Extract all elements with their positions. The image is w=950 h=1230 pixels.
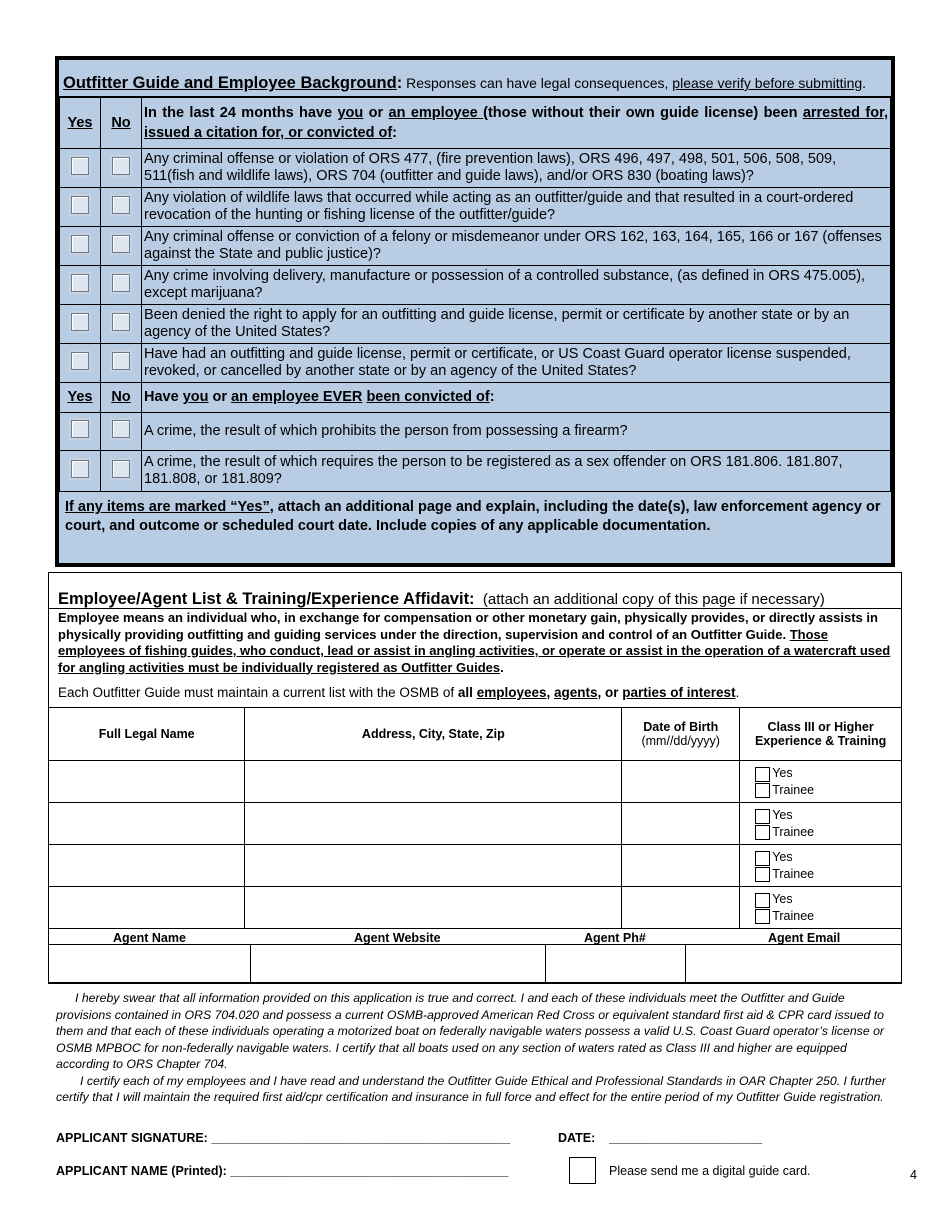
question-row — [60, 413, 891, 451]
yes-checkbox[interactable] — [755, 809, 770, 824]
yes-checkbox[interactable] — [755, 893, 770, 908]
background-title-row — [59, 60, 891, 97]
printed-name-label: APPLICANT NAME (Printed): — [56, 1164, 227, 1178]
no-checkbox[interactable] — [112, 235, 130, 253]
yes-checkbox[interactable] — [71, 352, 89, 370]
background-questions-table — [59, 97, 891, 492]
yes-checkbox[interactable] — [71, 157, 89, 175]
question-row — [60, 266, 891, 305]
digital-card-checkbox[interactable] — [569, 1157, 596, 1184]
class-cell: Yes Trainee — [740, 887, 902, 929]
name-cell[interactable] — [49, 803, 245, 845]
title-colon: : — [396, 74, 403, 92]
declaration-paragraph-2: I certify each of my employees and I have read and understand the Outfitter Guide Ethical and Professional Standards in OAR Chapter 250. I further certify that I will maintain the required first aid/cpr certification and insurance in full force and effect for the entire period of my Outfitter Guide registration. — [56, 1073, 886, 1104]
yes-header: Yes — [60, 98, 101, 149]
col-full-name: Full Legal Name — [49, 708, 245, 761]
address-cell[interactable] — [245, 803, 622, 845]
list-requirement: Each Outfitter Guide must maintain a current list with the OSMB of all employees, agents, or parties of interest. — [58, 685, 740, 700]
agent-phone-field[interactable] — [546, 945, 686, 982]
agent-phone-label: Agent Ph# — [584, 931, 646, 945]
signature-row — [56, 1131, 510, 1145]
name-cell[interactable] — [49, 887, 245, 929]
explanation-note: If any items are marked “Yes”, attach an additional page and explain, including the date(s), law enforcement agency or court, and outcome or scheduled court date. Include copies of any applicable documentation. — [65, 499, 881, 534]
agent-email-field[interactable] — [686, 945, 901, 982]
subtitle-post: . — [862, 75, 867, 91]
no-checkbox[interactable] — [112, 274, 130, 292]
question-text: Any criminal offense or violation of ORS 477, (fire prevention laws), ORS 496, 497, 498, 501, 506, 508, 509, 511(fish and wildlife laws), ORS 704 (outfitter and guide laws), and/or ORS 830 (boating laws)? — [142, 149, 891, 188]
question-row — [60, 344, 891, 383]
signature-label: APPLICANT SIGNATURE: — [56, 1131, 208, 1145]
no-header: No — [101, 98, 142, 149]
question-text: Any violation of wildlife laws that occurred while acting as an outfitter/guide and that resulted in a court-ordered revocation of the hunting or fishing license of the outfitter/guide? — [142, 188, 891, 227]
name-row — [56, 1164, 508, 1178]
dob-cell[interactable] — [622, 761, 740, 803]
dob-cell[interactable] — [622, 845, 740, 887]
date-label: DATE: — [558, 1131, 596, 1145]
agent-website-field[interactable] — [251, 945, 546, 982]
date-row — [558, 1131, 762, 1145]
affidavit-section — [48, 572, 902, 984]
no-header: No — [101, 383, 142, 413]
subtitle-pre: Responses can have legal consequences, — [402, 75, 673, 91]
question-row — [60, 227, 891, 266]
affidavit-title-note: (attach an additional copy of this page if necessary) — [474, 591, 825, 608]
trainee-checkbox[interactable] — [755, 867, 770, 882]
no-checkbox[interactable] — [112, 196, 130, 214]
yes-checkbox[interactable] — [71, 313, 89, 331]
yes-checkbox[interactable] — [71, 274, 89, 292]
address-cell[interactable] — [245, 845, 622, 887]
affidavit-title-row — [49, 573, 901, 609]
employee-table-header — [49, 708, 902, 761]
yes-checkbox[interactable] — [755, 851, 770, 866]
no-checkbox[interactable] — [112, 420, 130, 438]
agent-email-label: Agent Email — [768, 931, 841, 945]
address-cell[interactable] — [245, 761, 622, 803]
question-text: Been denied the right to apply for an outfitting and guide license, permit or certificate by another state or by an agency of the United States? — [142, 305, 891, 344]
question-text: Have had an outfitting and guide license, permit or certificate, or US Coast Guard operator license suspended, revoked, or cancelled by another state or by an agency of the United States? — [142, 344, 891, 383]
agent-website-label: Agent Website — [354, 931, 441, 945]
table-row — [49, 803, 902, 845]
questions-header-row — [60, 98, 891, 149]
question-row — [60, 305, 891, 344]
trainee-checkbox[interactable] — [755, 783, 770, 798]
table-row — [49, 887, 902, 929]
trainee-checkbox[interactable] — [755, 825, 770, 840]
question-row — [60, 451, 891, 492]
question-text: A crime, the result of which prohibits the person from possessing a firearm? — [142, 413, 891, 451]
employee-definition: Employee means an individual who, in exchange for compensation or other monetary gain, physically provides, or directly assists in physically providing outfitting and guiding services under the direction, supervision and control of an Outfitter Guide. Those employees of fishing guides, who conduct, lead or assist in angling activities, or operate or assist in the operation of a watercraft used for angling activities must be individually registered as Outfitter Guides. — [58, 610, 891, 675]
subtitle-link: please verify before submitting — [672, 75, 863, 91]
no-checkbox[interactable] — [112, 313, 130, 331]
yes-checkbox[interactable] — [71, 420, 89, 438]
questions2-header-row — [60, 383, 891, 413]
no-checkbox[interactable] — [112, 352, 130, 370]
dob-cell[interactable] — [622, 887, 740, 929]
digital-card-label: Please send me a digital guide card. — [609, 1164, 811, 1178]
employee-table — [48, 707, 902, 929]
declaration — [56, 990, 896, 1106]
signature-line[interactable]: ___________________________________________ — [211, 1131, 511, 1145]
page-number: 4 — [910, 1168, 917, 1182]
question-text: Any criminal offense or conviction of a felony or misdemeanor under ORS 162, 163, 164, 165, 166 or 167 (offenses against the State and public justice)? — [142, 227, 891, 266]
address-cell[interactable] — [245, 887, 622, 929]
yes-checkbox[interactable] — [755, 767, 770, 782]
agent-name-label: Agent Name — [113, 931, 186, 945]
date-line[interactable]: ______________________ — [609, 1131, 763, 1145]
class-cell: Yes Trainee — [740, 761, 902, 803]
printed-name-line[interactable]: ________________________________________ — [230, 1164, 509, 1178]
questions-header: In the last 24 months have you or an employee (those without their own guide license) been arrested for, issued a citation for, or convicted of: — [142, 98, 891, 149]
background-title: Outfitter Guide and Employee Background — [63, 74, 397, 92]
dob-cell[interactable] — [622, 803, 740, 845]
class-cell: Yes Trainee — [740, 845, 902, 887]
col-class: Class III or Higher Experience & Training — [740, 708, 902, 761]
question-text: Any crime involving delivery, manufacture or possession of a controlled substance, (as defined in ORS 475.005), except marijuana? — [142, 266, 891, 305]
yes-checkbox[interactable] — [71, 196, 89, 214]
agent-name-field[interactable] — [49, 945, 251, 982]
agent-row — [48, 944, 902, 983]
no-checkbox[interactable] — [112, 460, 130, 478]
col-address: Address, City, State, Zip — [245, 708, 622, 761]
trainee-checkbox[interactable] — [755, 909, 770, 924]
col-dob: Date of Birth (mm//dd/yyyy) — [622, 708, 740, 761]
table-row — [49, 845, 902, 887]
table-row — [49, 761, 902, 803]
question-row — [60, 149, 891, 188]
no-checkbox[interactable] — [112, 157, 130, 175]
name-cell[interactable] — [49, 845, 245, 887]
yes-checkbox[interactable] — [71, 460, 89, 478]
affidavit-title: Employee/Agent List & Training/Experience Affidavit: — [58, 590, 475, 608]
declaration-paragraph-1: I hereby swear that all information provided on this application is true and correct. I and each of these individuals meet the Outfitter and Guide provisions contained in ORS 704.020 and possess a current OSMB-approved American Red Cross or equivalent standard first aid & CPR card issued to them and that each of these individuals operating a motorized boat on federally navigable waters possess a valid U.S. Coast Guard operator’s license or OSMB MPBOC for non-federally navigable waters. I certify that all boats used on any section of waters rated as Class III and higher are equipped according to ORS Chapter 704. — [56, 991, 885, 1071]
question-row — [60, 188, 891, 227]
questions2-header: Have you or an employee EVER been convicted of: — [142, 383, 891, 413]
background-section — [55, 56, 895, 567]
name-cell[interactable] — [49, 761, 245, 803]
yes-checkbox[interactable] — [71, 235, 89, 253]
yes-header: Yes — [60, 383, 101, 413]
question-text: A crime, the result of which requires the person to be registered as a sex offender on ORS 181.806. 181.807, 181.808, or 181.809? — [142, 451, 891, 492]
class-cell: Yes Trainee — [740, 803, 902, 845]
